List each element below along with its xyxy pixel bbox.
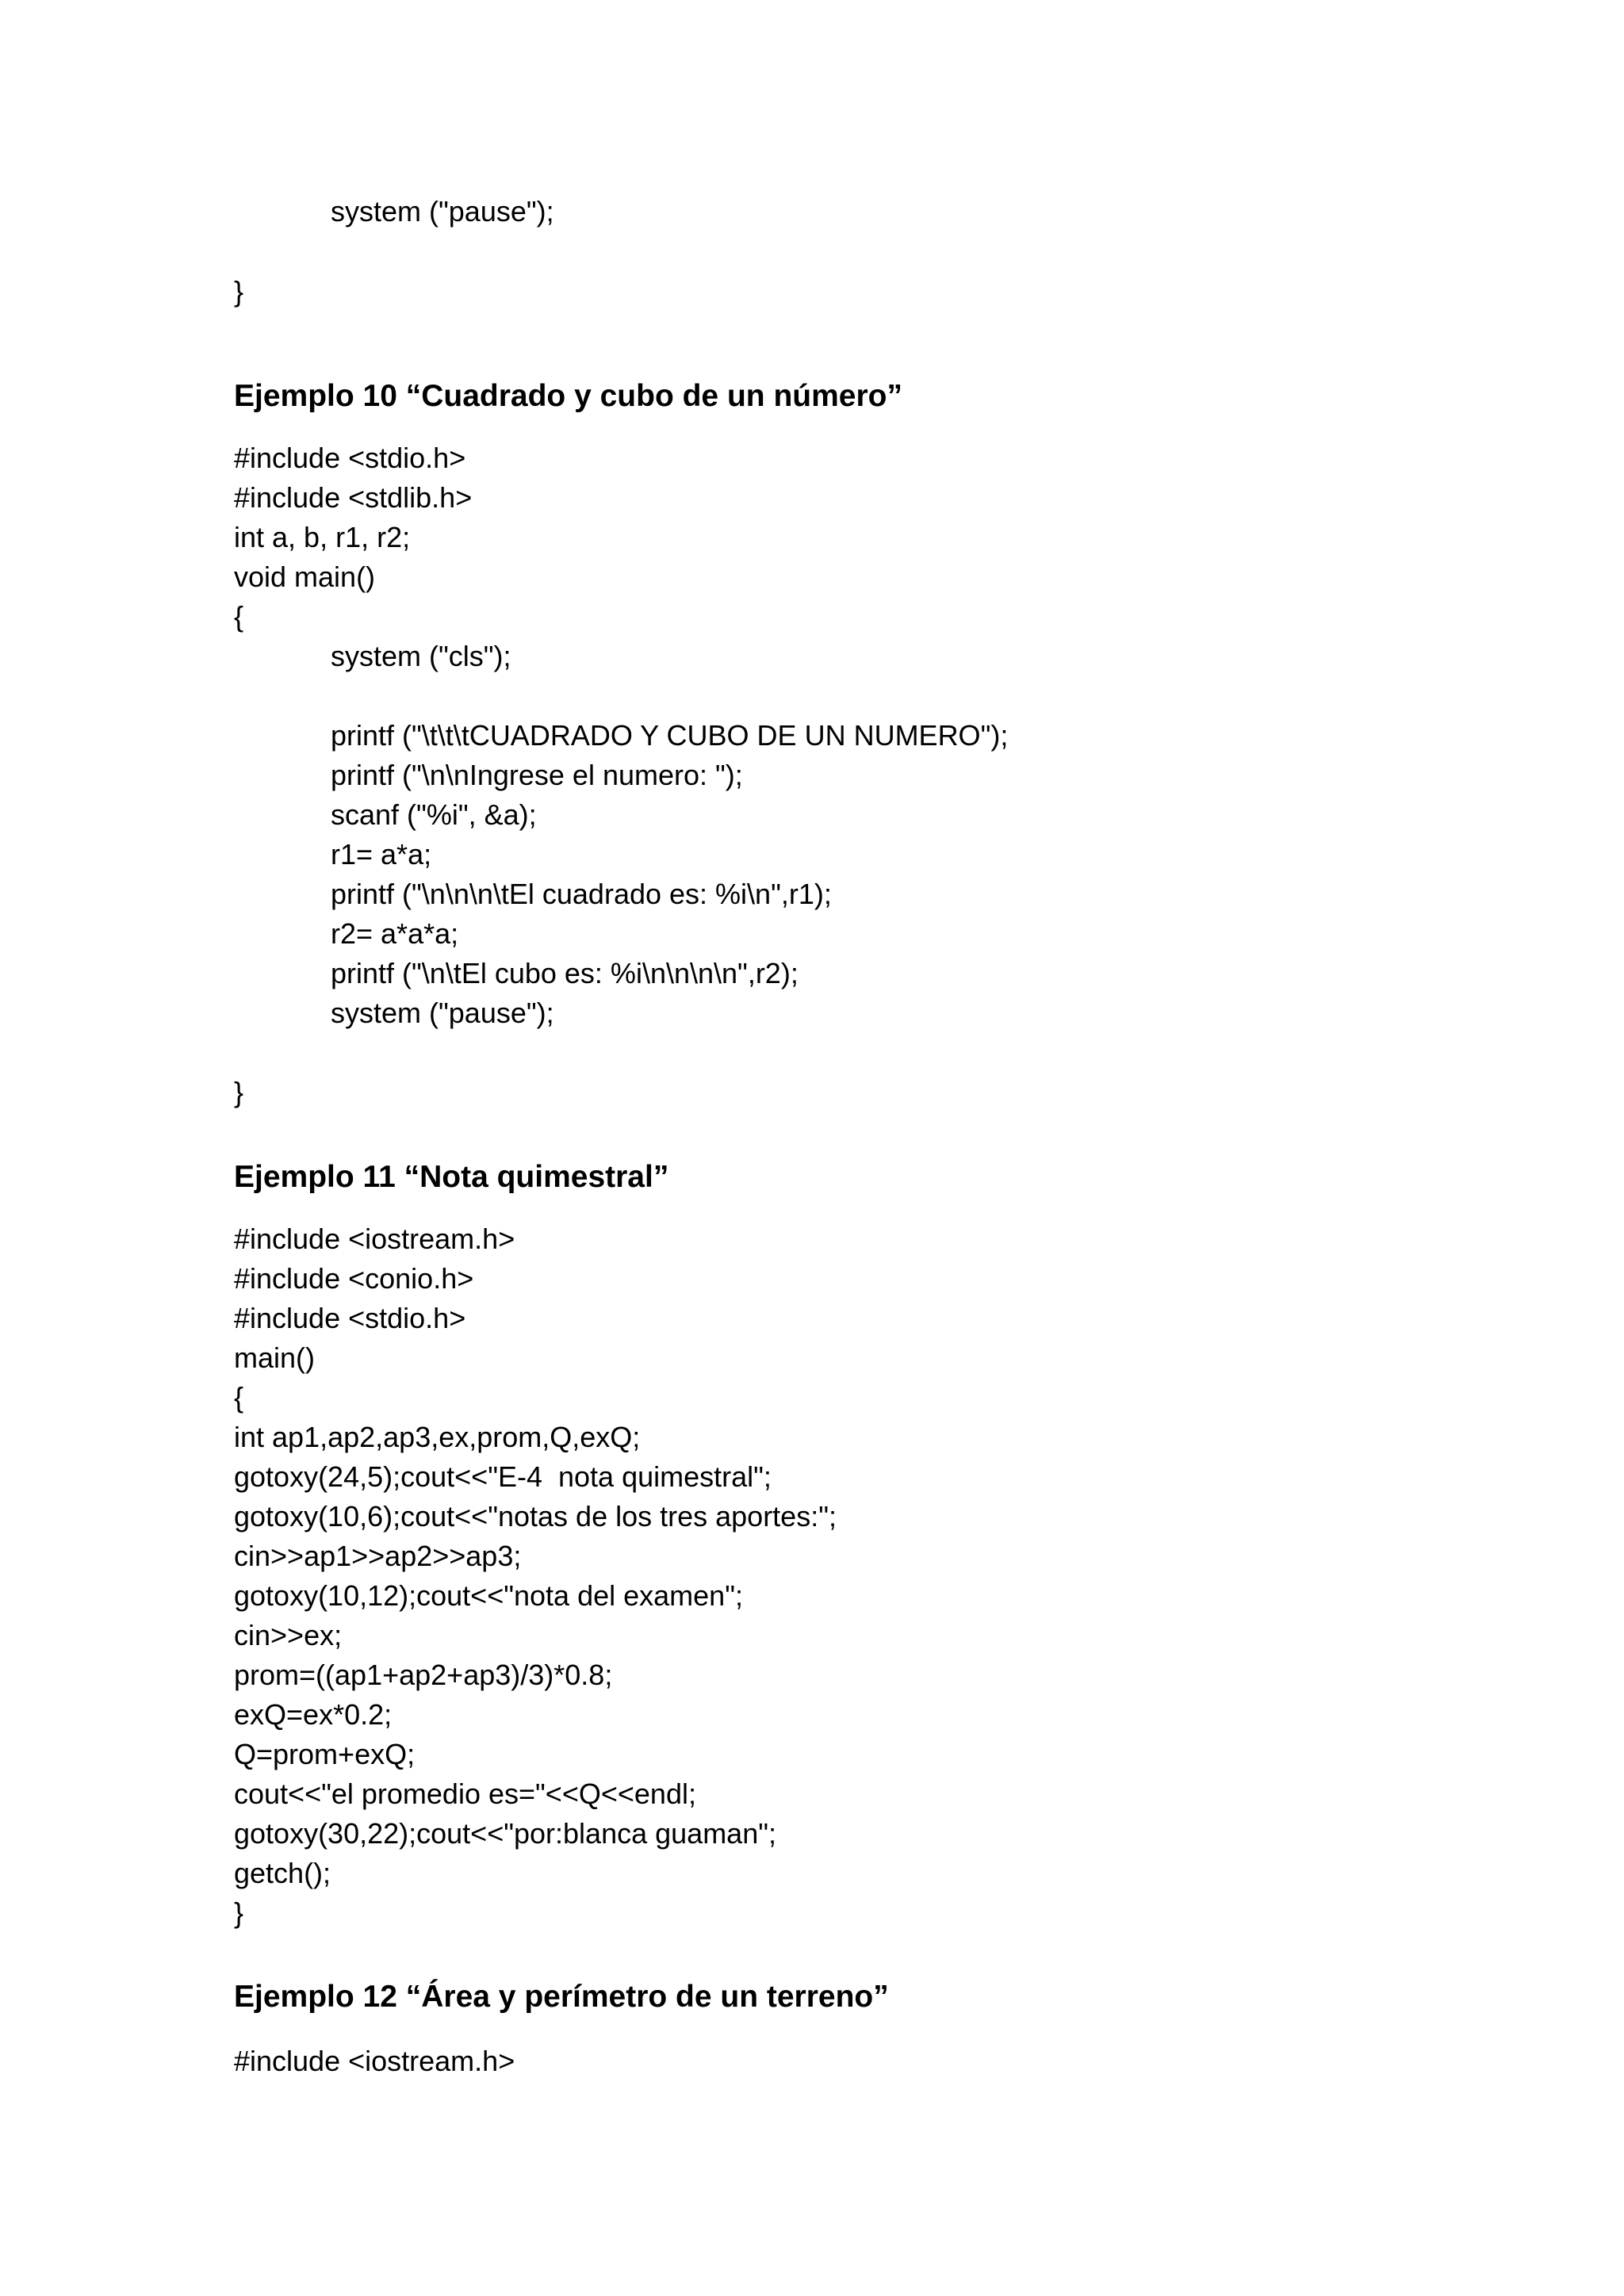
code-line: } bbox=[234, 1076, 244, 1108]
code-line: } bbox=[234, 275, 244, 308]
code-line: { bbox=[234, 1381, 244, 1414]
code-line: exQ=ex*0.2; bbox=[234, 1698, 393, 1731]
code-line: main() bbox=[234, 1341, 316, 1374]
code-line: int ap1,ap2,ap3,ex,prom,Q,exQ; bbox=[234, 1421, 641, 1453]
code-line: #include <stdlib.h> bbox=[234, 481, 473, 514]
code-line: #include <iostream.h> bbox=[234, 2045, 515, 2077]
code-line: r2= a*a*a; bbox=[331, 917, 459, 950]
code-line: int a, b, r1, r2; bbox=[234, 521, 411, 553]
code-line: void main() bbox=[234, 561, 376, 593]
code-line: printf ("\n\n\n\tEl cuadrado es: %i\n",r1); bbox=[331, 878, 832, 910]
code-line: gotoxy(10,6);cout<<"notas de los tres aportes:"; bbox=[234, 1500, 837, 1533]
code-line: printf ("\t\t\tCUADRADO Y CUBO DE UN NUMERO"); bbox=[331, 719, 1009, 752]
code-line: r1= a*a; bbox=[331, 838, 432, 871]
code-line: { bbox=[234, 600, 244, 633]
section-heading-example-10: Ejemplo 10 “Cuadrado y cubo de un número” bbox=[234, 379, 902, 413]
section-heading-example-11: Ejemplo 11 “Nota quimestral” bbox=[234, 1160, 669, 1194]
code-line: system ("pause"); bbox=[331, 195, 554, 228]
code-line: prom=((ap1+ap2+ap3)/3)*0.8; bbox=[234, 1659, 613, 1691]
code-line: gotoxy(30,22);cout<<"por:blanca guaman"; bbox=[234, 1817, 776, 1850]
code-line: system ("pause"); bbox=[331, 997, 554, 1029]
code-line: #include <stdio.h> bbox=[234, 1302, 466, 1334]
code-line: cin>>ap1>>ap2>>ap3; bbox=[234, 1540, 522, 1572]
code-line: gotoxy(24,5);cout<<"E-4 nota quimestral"; bbox=[234, 1460, 772, 1493]
code-line: #include <stdio.h> bbox=[234, 442, 466, 474]
code-line: } bbox=[234, 1896, 244, 1929]
code-line: cout<<"el promedio es="<<Q<<endl; bbox=[234, 1777, 696, 1810]
code-line: getch(); bbox=[234, 1857, 331, 1889]
code-line: printf ("\n\nIngrese el numero: "); bbox=[331, 759, 743, 791]
code-line: Q=prom+exQ; bbox=[234, 1738, 416, 1770]
code-line: cin>>ex; bbox=[234, 1619, 343, 1651]
code-line: #include <conio.h> bbox=[234, 1262, 474, 1295]
code-line: scanf ("%i", &a); bbox=[331, 798, 537, 831]
code-line: gotoxy(10,12);cout<<"nota del examen"; bbox=[234, 1579, 743, 1612]
code-line: printf ("\n\tEl cubo es: %i\n\n\n\n",r2); bbox=[331, 957, 799, 989]
code-line: system ("cls"); bbox=[331, 640, 511, 672]
section-heading-example-12: Ejemplo 12 “Área y perímetro de un terreno” bbox=[234, 1980, 889, 2014]
code-line: #include <iostream.h> bbox=[234, 1223, 515, 1255]
